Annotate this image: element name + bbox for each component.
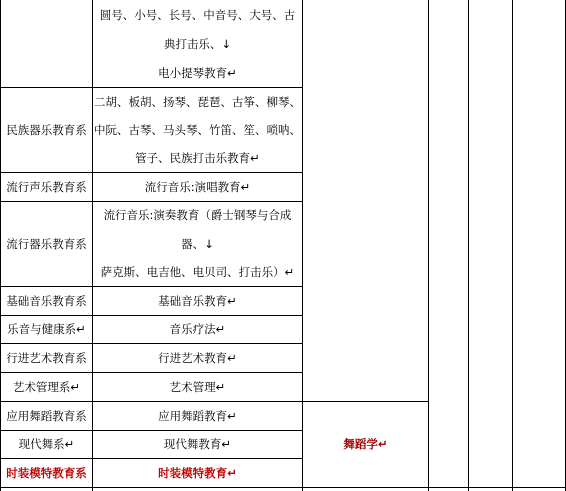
- row-divider: [0, 458, 303, 459]
- course-line: 萨克斯、电吉他、电贝司、打击乐）↵: [100, 265, 295, 279]
- course-line: 时装模特教育↵: [158, 466, 237, 480]
- course-line: 现代舞教育↵: [163, 437, 232, 451]
- course-line: 电小提琴教育↵: [158, 66, 237, 80]
- department-cell: 时装模特教育系: [6, 466, 87, 480]
- course-line: 基础音乐教育↵: [158, 294, 237, 308]
- course-line: 艺术管理↵: [169, 380, 226, 394]
- row-divider: [0, 286, 303, 287]
- course-line: 流行音乐:演奏教育（爵士钢琴与合成: [103, 208, 292, 222]
- row-divider: [302, 401, 429, 402]
- course-line: 典打击乐、↓: [163, 37, 232, 51]
- column-divider: [468, 0, 469, 491]
- department-cell: 基础音乐教育系: [6, 294, 87, 308]
- column-divider: [302, 0, 303, 491]
- row-divider: [0, 343, 303, 344]
- course-line: 音乐疗法↵: [169, 322, 226, 336]
- row-divider: [0, 372, 303, 373]
- column-divider: [512, 0, 513, 491]
- major-cell: 舞蹈学↵: [343, 437, 388, 451]
- course-line: 圆号、小号、长号、中音号、大号、古: [99, 8, 296, 22]
- table-border-bottom: [0, 487, 566, 488]
- department-cell: 现代舞系↵: [18, 437, 75, 451]
- row-divider: [0, 315, 303, 316]
- course-line: 二胡、板胡、扬琴、琵琶、古筝、柳琴、: [94, 95, 301, 109]
- course-line: 管子、民族打击乐教育↵: [135, 151, 260, 165]
- row-divider: [0, 87, 303, 88]
- department-cell: 艺术管理系↵: [12, 380, 81, 394]
- column-divider: [428, 0, 429, 491]
- department-cell: 流行声乐教育系: [6, 180, 87, 194]
- department-cell: 行进艺术教育系: [6, 351, 87, 365]
- course-line: 流行音乐:演唱教育↵: [144, 180, 251, 194]
- course-line: 中阮、古琴、马头琴、竹笛、笙、唢呐、: [94, 123, 301, 137]
- course-line: 行进艺术教育↵: [158, 351, 237, 365]
- row-divider: [0, 401, 303, 402]
- course-line: 器、↓: [181, 237, 214, 251]
- row-divider: [0, 430, 303, 431]
- department-cell: 应用舞蹈教育系: [6, 409, 87, 423]
- department-cell: 流行器乐教育系: [6, 237, 87, 251]
- course-line: 应用舞蹈教育↵: [158, 409, 237, 423]
- row-divider: [0, 172, 303, 173]
- department-cell: 民族器乐教育系: [6, 123, 87, 137]
- row-divider: [0, 201, 303, 202]
- department-cell: 乐音与健康系↵: [7, 322, 86, 336]
